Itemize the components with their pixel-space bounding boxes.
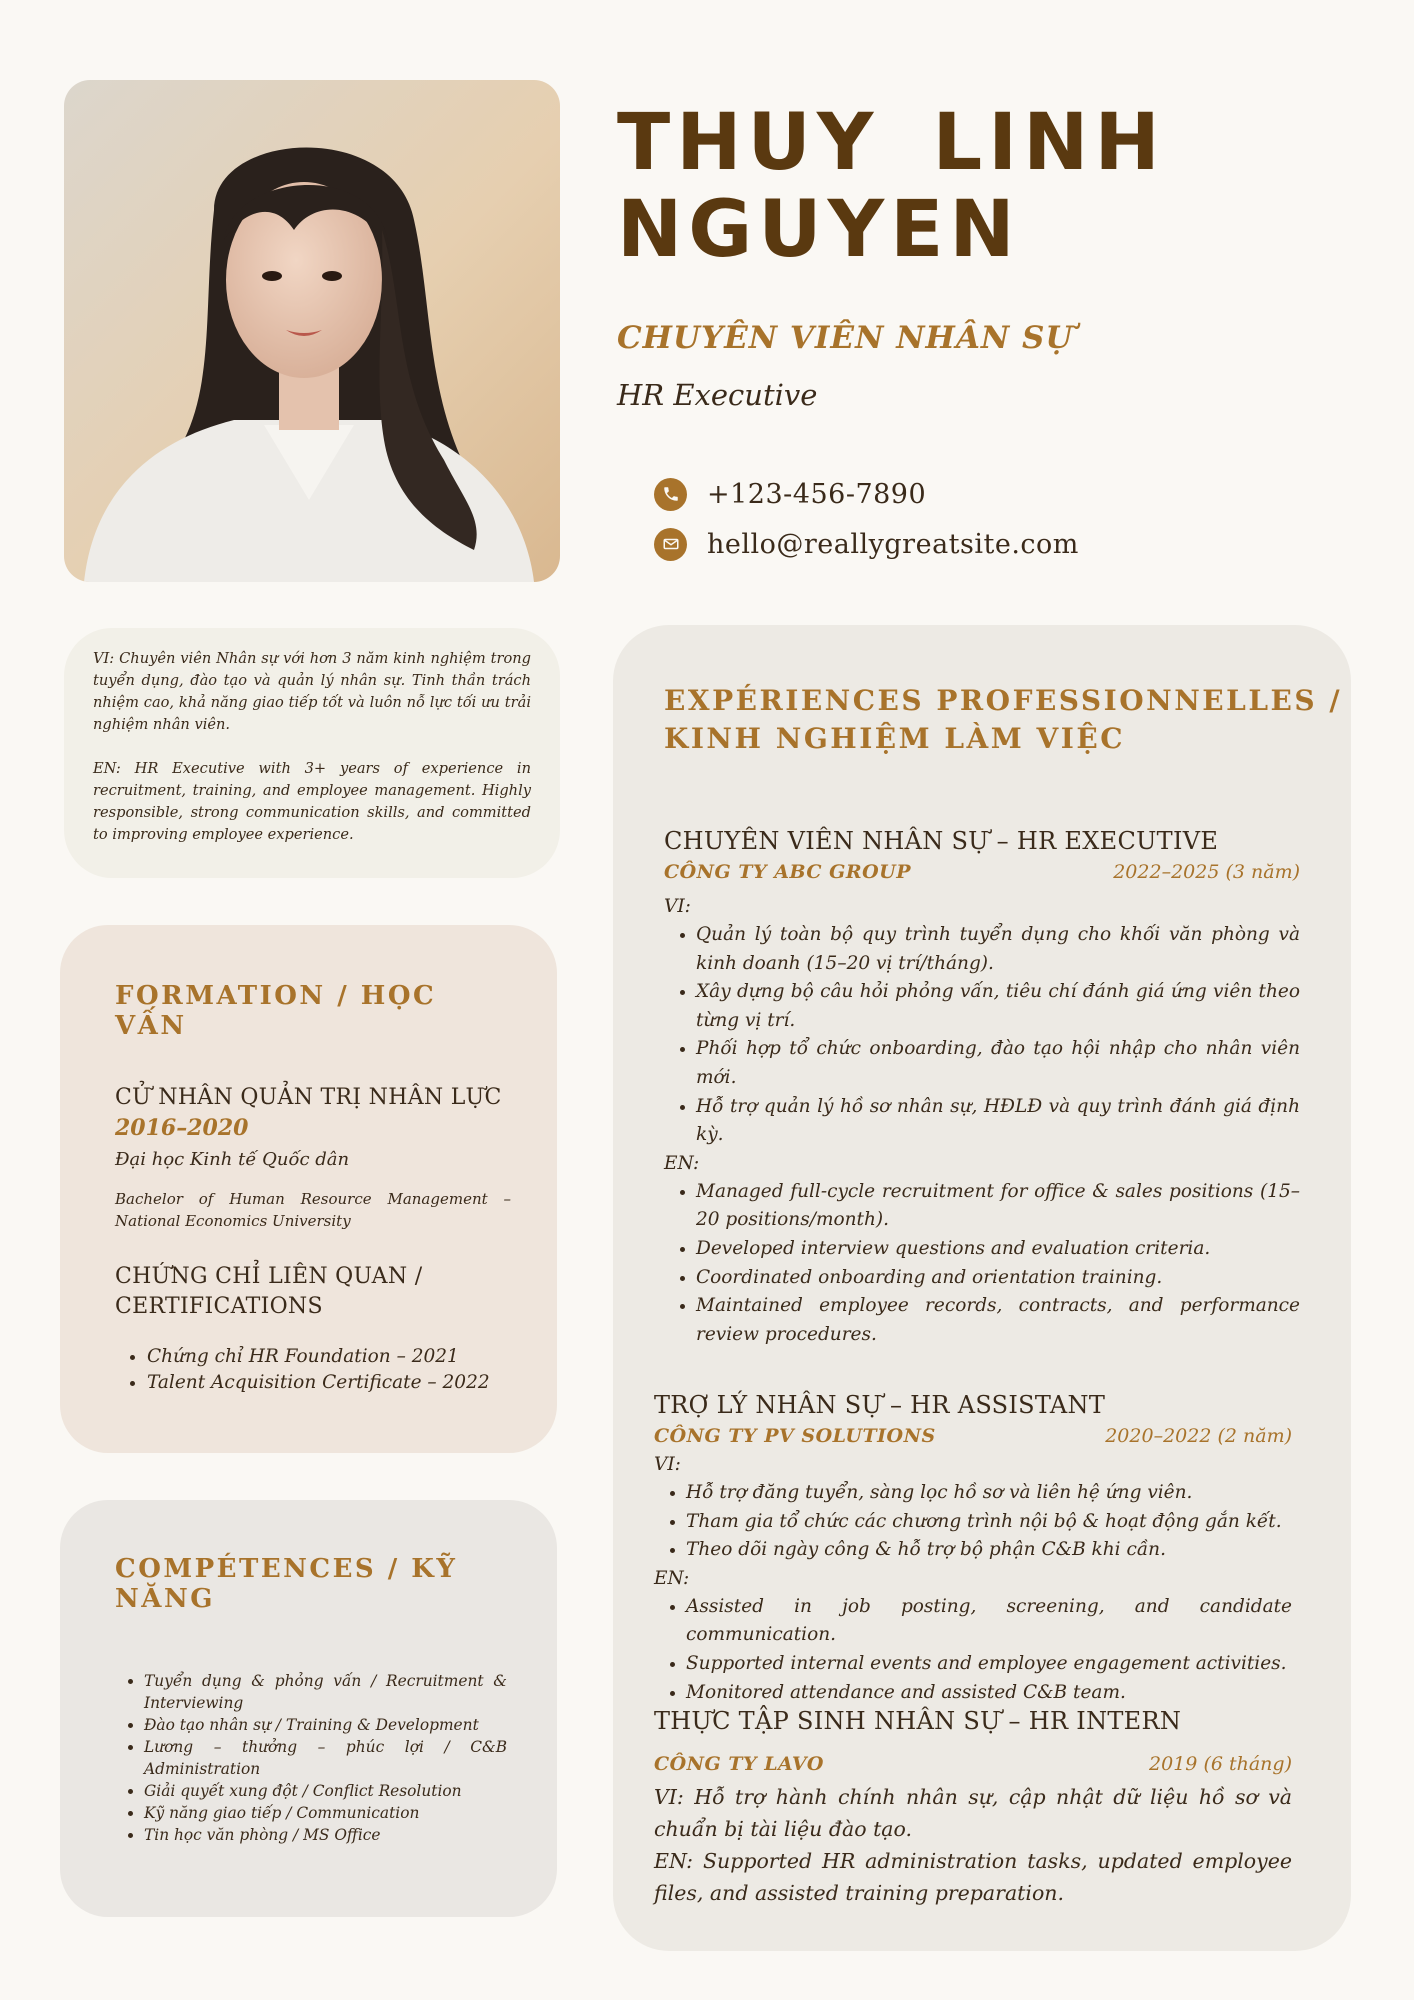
list-item: • Đào tạo nhân sự / Training & Development xyxy=(144,1714,507,1736)
phone-number: +123-456-7890 xyxy=(707,478,927,510)
skills-list xyxy=(115,1670,507,1846)
list-item: • Phối hợp tổ chức onboarding, đào tạo hội nhập cho nhân viên mới. xyxy=(696,1035,1300,1092)
school-name-vi: Đại học Kinh tế Quốc dân xyxy=(115,1149,350,1170)
duties-vi xyxy=(654,1479,1292,1565)
email-address: hello@reallygreatsite.com xyxy=(707,528,1079,560)
list-item: • Lương – thưởng – phúc lợi / C&B Administration xyxy=(144,1736,507,1780)
envelope-icon xyxy=(654,528,687,561)
education-years: 2016–2020 xyxy=(115,1115,249,1141)
job-period: 2022–2025 (3 năm) xyxy=(1113,861,1300,883)
contact-phone[interactable] xyxy=(654,476,926,512)
list-item: • Talent Acquisition Certificate – 2022 xyxy=(147,1370,513,1396)
list-item: • Coordinated onboarding and orientation training. xyxy=(696,1264,1300,1293)
job-meta xyxy=(654,1425,1292,1447)
list-item: • Supported internal events and employee engagement activities. xyxy=(686,1650,1292,1679)
experience-heading-line-2: KINH NGHIỆM LÀM VIỆC xyxy=(664,722,1125,755)
job-title: TRỢ LÝ NHÂN SỰ – HR ASSISTANT xyxy=(654,1391,1106,1419)
company-name: CÔNG TY LAVO xyxy=(654,1753,824,1775)
list-item: • Assisted in job posting, screening, and candidate communication. xyxy=(686,1593,1292,1650)
name-line-1: THUY LINH xyxy=(617,98,1166,188)
duties-en xyxy=(664,1178,1300,1350)
company-name: CÔNG TY ABC GROUP xyxy=(664,861,912,883)
experience-heading xyxy=(664,682,1344,758)
job-period: 2020–2022 (2 năm) xyxy=(1105,1425,1292,1447)
job-title: CHUYÊN VIÊN NHÂN SỰ – HR EXECUTIVE xyxy=(664,827,1219,855)
duties-en xyxy=(654,1593,1292,1707)
lang-label-vi: VI: xyxy=(654,1454,681,1475)
list-item: • Managed full-cycle recruitment for office & sales positions (15–20 positions/month). xyxy=(696,1178,1300,1235)
job-title: THỰC TẬP SINH NHÂN SỰ – HR INTERN xyxy=(654,1707,1182,1735)
list-item: • Tin học văn phòng / MS Office xyxy=(144,1824,507,1846)
certifications-list xyxy=(115,1344,513,1396)
job-meta xyxy=(654,1753,1292,1775)
list-item: • Theo dõi ngày công & hỗ trợ bộ phận C&B khi cần. xyxy=(686,1536,1292,1565)
lang-label-en: EN: xyxy=(654,1567,690,1589)
job-entry-3 xyxy=(654,1707,1292,1909)
degree-title: CỬ NHÂN QUẢN TRỊ NHÂN LỰC xyxy=(115,1085,502,1110)
profile-photo xyxy=(64,80,560,582)
list-item: • Maintained employee records, contracts, and performance review procedures. xyxy=(696,1292,1300,1349)
list-item: • Tuyển dụng & phỏng vấn / Recruitment & Interviewing xyxy=(144,1670,507,1714)
summary-card xyxy=(64,628,560,878)
portrait-photo xyxy=(64,80,560,582)
list-item: • Hỗ trợ quản lý hồ sơ nhân sự, HĐLĐ và quy trình đánh giá định kỳ. xyxy=(696,1093,1300,1150)
list-item: • Developed interview questions and evaluation criteria. xyxy=(696,1235,1300,1264)
job-entry-1 xyxy=(664,827,1300,1349)
job-description-vi: VI: Hỗ trợ hành chính nhân sự, cập nhật dữ liệu hồ sơ và chuẩn bị tài liệu đào tạo. xyxy=(654,1785,1292,1841)
skills-heading: COMPÉTENCES / KỸ NĂNG xyxy=(115,1554,458,1614)
list-item: • Tham gia tổ chức các chương trình nội bộ & hoạt động gắn kết. xyxy=(686,1508,1292,1537)
experience-heading-line-1: EXPÉRIENCES PROFESSIONNELLES / xyxy=(664,684,1343,717)
name-line-2: NGUYEN xyxy=(617,185,1021,275)
skills-card xyxy=(60,1500,557,1917)
education-heading: FORMATION / HỌC VẤN xyxy=(115,981,437,1041)
company-name: CÔNG TY PV SOLUTIONS xyxy=(654,1425,936,1447)
lang-label-en: EN: xyxy=(664,1152,700,1174)
job-title-vi: CHUYÊN VIÊN NHÂN SỰ xyxy=(617,320,1074,356)
summary-en: EN: HR Executive with 3+ years of experience in recruitment, training, and employee management. Highly responsible, strong communication skills, and committed to improving employee experience. xyxy=(93,760,531,843)
list-item: • Giải quyết xung đột / Conflict Resolution xyxy=(144,1780,507,1802)
duties-vi xyxy=(664,921,1300,1150)
certifications-heading: CHỨNG CHỈ LIÊN QUAN / CERTIFICATIONS xyxy=(115,1264,423,1319)
contact-email[interactable] xyxy=(654,526,1079,562)
list-item: • Kỹ năng giao tiếp / Communication xyxy=(144,1802,507,1824)
list-item: • Monitored attendance and assisted C&B team. xyxy=(686,1679,1292,1708)
phone-icon xyxy=(654,478,687,511)
list-item: • Hỗ trợ đăng tuyển, sàng lọc hồ sơ và liên hệ ứng viên. xyxy=(686,1479,1292,1508)
job-description-en: EN: Supported HR administration tasks, updated employee files, and assisted training preparation. xyxy=(654,1849,1292,1905)
job-entry-2 xyxy=(654,1391,1292,1707)
list-item: • Chứng chỉ HR Foundation – 2021 xyxy=(147,1344,513,1370)
job-meta xyxy=(664,861,1300,883)
school-name-en: Bachelor of Human Resource Management – National Economics University xyxy=(115,1190,511,1230)
job-period: 2019 (6 tháng) xyxy=(1149,1753,1292,1775)
job-title-en: HR Executive xyxy=(617,378,818,412)
list-item: • Xây dựng bộ câu hỏi phỏng vấn, tiêu chí đánh giá ứng viên theo từng vị trí. xyxy=(696,978,1300,1035)
lang-label-vi: VI: xyxy=(664,896,691,917)
education-card xyxy=(60,925,557,1453)
full-name xyxy=(617,100,1377,274)
list-item: • Quản lý toàn bộ quy trình tuyển dụng cho khối văn phòng và kinh doanh (15–20 vị trí/tháng). xyxy=(696,921,1300,978)
summary-vi: VI: Chuyên viên Nhân sự với hơn 3 năm kinh nghiệm trong tuyển dụng, đào tạo và quản lý nhân sự. Tinh thần trách nhiệm cao, khả năng giao tiếp tốt và luôn nỗ lực tối ưu trải nghiệm nhân viên. xyxy=(93,650,531,733)
